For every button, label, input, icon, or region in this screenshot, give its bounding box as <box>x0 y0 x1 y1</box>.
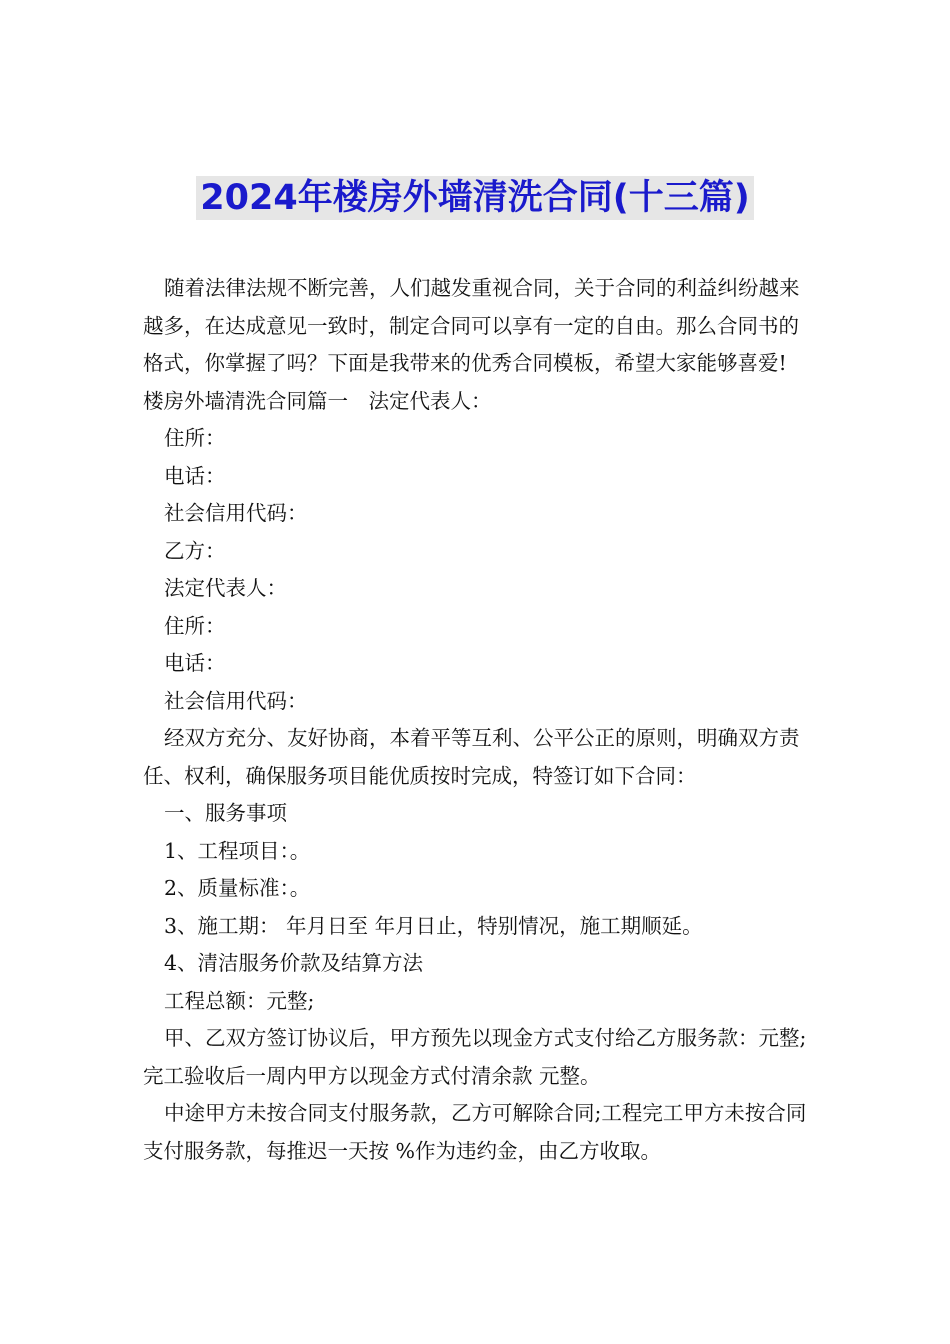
title-container <box>0 176 950 220</box>
party-b-phone: 电话： <box>164 651 226 675</box>
party-a-address: 住所： <box>164 426 226 450</box>
party-b-label: 乙方： <box>164 538 226 563</box>
clause-quality: 2、质量标准：。 <box>164 876 311 900</box>
clause-price: 4、清洁服务价款及结算方法 <box>164 951 424 975</box>
party-b-credit-code: 社会信用代码： <box>164 688 308 713</box>
party-a-credit-code: 社会信用代码： <box>164 501 308 525</box>
party-b-address: 住所： <box>164 613 226 638</box>
clause-period: 3、施工期： 年月日至 年月日止，特别情况，施工期顺延。 <box>164 913 703 938</box>
party-b-representative: 法定代表人： <box>164 576 287 600</box>
clause-project: 1、工程项目：。 <box>164 838 311 863</box>
clause-total: 工程总额：元整; <box>164 988 315 1013</box>
section-heading-line: 楼房外墙清洗合同篇一 法定代表人： <box>143 388 492 413</box>
service-section-heading: 一、服务事项 <box>164 801 287 825</box>
agreement-paragraph: 经双方充分、友好协商，本着平等互利、公平公正的原则，明确双方责任、权利，确保服务项目能优质按时完成，特签订如下合同： <box>143 726 800 788</box>
party-a-phone: 电话： <box>164 463 226 488</box>
penalty-paragraph: 中途甲方未按合同支付服务款，乙方可解除合同;工程完工甲方未按合同支付服务款，每推迟一天按 %作为违约金，由乙方收取。 <box>143 1101 807 1163</box>
document-title: 2024年楼房外墙清洗合同(十三篇) <box>196 176 753 220</box>
intro-paragraph: 随着法律法规不断完善，人们越发重视合同，关于合同的利益纠纷越来越多，在达成意见一致时，制定合同可以享有一定的自由。那么合同书的格式，你掌握了吗？下面是我带来的优秀合同模板，希望大家能够喜爱! <box>143 276 800 375</box>
payment-paragraph: 甲、乙双方签订协议后，甲方预先以现金方式支付给乙方服务款：元整;完工验收后一周内甲方以现金方式付清余款 元整。 <box>143 1026 807 1088</box>
document-body <box>143 270 813 1170</box>
